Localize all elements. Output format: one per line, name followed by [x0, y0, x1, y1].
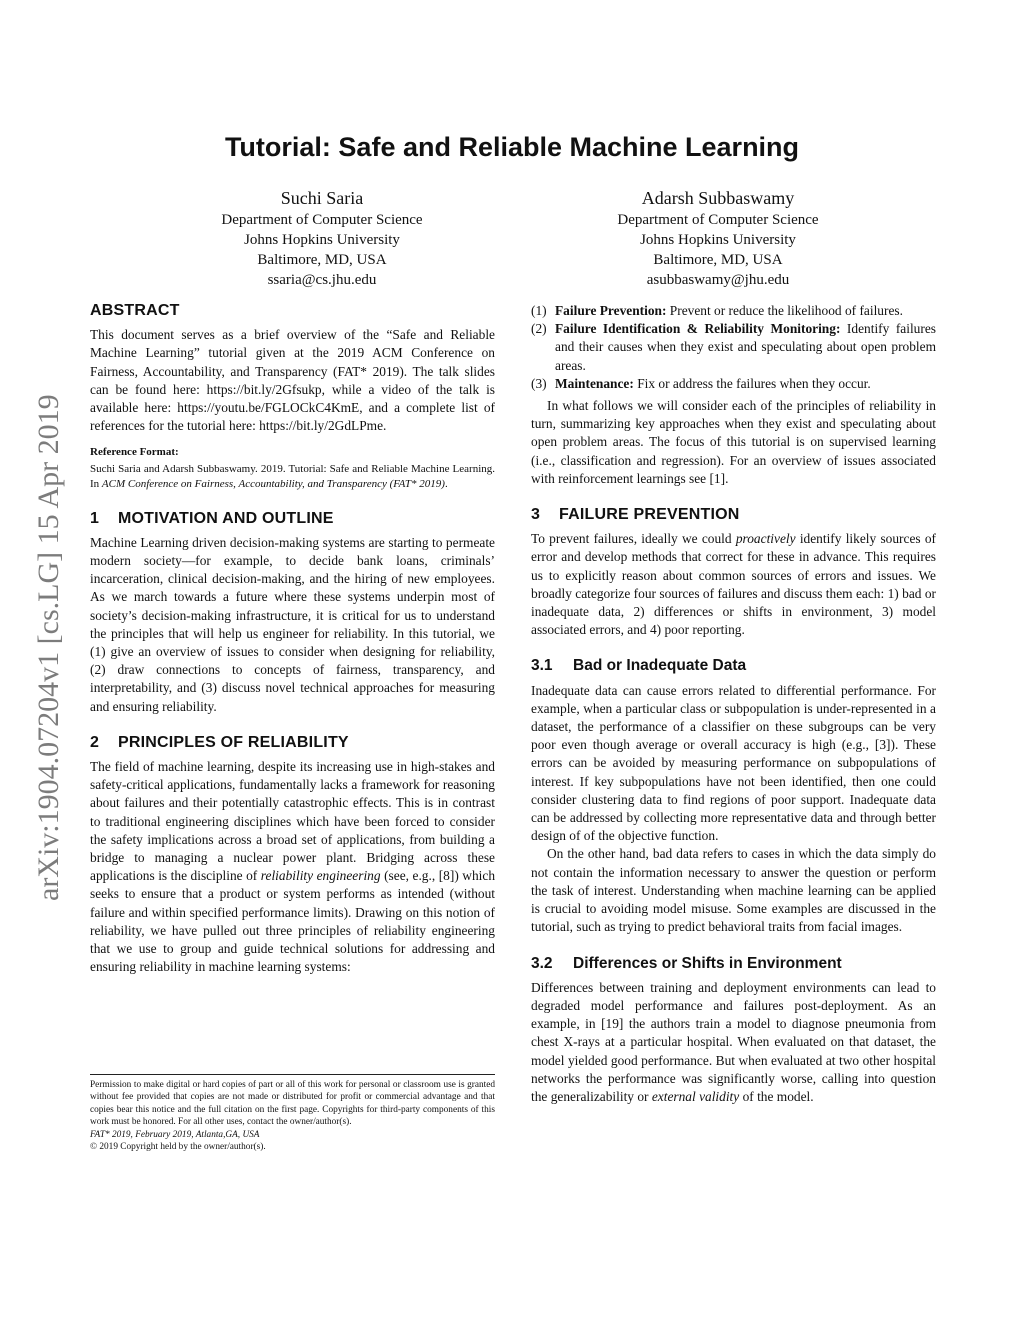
list-text: Fix or address the failures when they occur.: [633, 375, 871, 391]
list-number: (1): [531, 303, 547, 318]
section-number: 1: [90, 509, 100, 527]
author-dept: Department of Computer Science: [221, 212, 423, 228]
principles-text-b: (see, e.g., [8]) which seeks to ensure that a product or system performs as intended (without failure and within specified performance limits). Drawing on this notion of reliability, we have pulled out three principles of reliability engineering that we use to group and guide technical solutions for addressing and ensuring reliability in machine learning systems:: [90, 868, 496, 975]
copyright-line: © 2019 Copyright held by the owner/author(s).: [90, 1142, 266, 1153]
principles-text-a: The field of machine learning, despite its increasing use in high-stakes and safety-critical applications, fundamentally lacks a framework for reasoning about failures and their potentially catastrophic effects. This is in contrast to traditional engineering disciplines which have been forced to consider the safety implications across a broad set of applications, from building a bridge to managing a nuclear power plant. Bridging across these applications is the discipline of: [90, 759, 495, 884]
list-text: Prevent or reduce the likelihood of failures.: [666, 303, 903, 318]
author-university: Johns Hopkins University: [244, 232, 400, 248]
section-title: PRINCIPLES OF RELIABILITY: [118, 733, 349, 751]
author-location: Baltimore, MD, USA: [257, 252, 387, 268]
list-label: Failure Identification & Reliability Monitoring:: [555, 321, 841, 337]
bad-data-text-2: On the other hand, bad data refers to cases in which the data simply do not contain the information necessary to answer the question or perform the task of interest. Understanding when machine learning can be applied is crucial to avoiding model misuse. Some examples are discussed in the tutorial, such as trying to predict behavioral traits from facial images.: [531, 846, 936, 935]
principles-followup: In what follows we will consider each of the principles of reliability in turn, summarizing key approaches when they exist and speculating about open problem areas. The focus of this tutorial is on supervised learning (i.e., classification and regression). For an overview of issues associated with reinforcement learnings see [1].: [531, 398, 936, 486]
list-item: [531, 320, 936, 375]
section-number: 3: [531, 506, 541, 524]
abstract-text: This document serves as a brief overview of the “Safe and Reliable Machine Learning” tutorial given at the 2019 ACM Conference on Fairness, Accountability, and Transparency (FAT* 2019). The talk slides can be found here: https://bit.ly/2Gfsukp, while a video of the talk is available here: https://youtu.be/FGLOCkC4KmE, and a complete list of references for the tutorial here: https://bit.ly/2GdLPme.: [90, 327, 495, 434]
paper-title: Tutorial: Safe and Reliable Machine Learning: [224, 132, 800, 162]
list-label: Maintenance:: [555, 375, 634, 391]
section-heading-principles: [90, 734, 495, 752]
failure-prevention-text: [531, 530, 936, 639]
list-number: (2): [531, 321, 547, 337]
author-email[interactable]: ssaria@cs.jhu.edu: [267, 272, 377, 288]
shifts-text-italic: external validity: [651, 1088, 740, 1104]
subsection-heading-bad-data: [531, 657, 936, 675]
subsection-heading-shifts: [531, 955, 936, 973]
permission-footnote: [90, 1074, 495, 1153]
reference-format-text: [90, 462, 495, 492]
author-location: Baltimore, MD, USA: [653, 252, 783, 268]
author-name: Suchi Saria: [280, 188, 364, 208]
author-name: Adarsh Subbaswamy: [641, 188, 795, 208]
section-heading-motivation: [90, 510, 495, 528]
principles-text-italic: reliability engineering: [260, 868, 381, 884]
section-title: FAILURE PREVENTION: [559, 506, 740, 524]
author-dept: Department of Computer Science: [617, 212, 819, 228]
author-block-2: [558, 186, 878, 290]
reference-format-end: .: [444, 477, 448, 490]
list-item: [531, 375, 936, 393]
principles-text: [90, 758, 495, 976]
subsection-number: 3.2: [531, 954, 553, 972]
arxiv-stamp: arXiv:1904.07204v1 [cs.LG] 15 Apr 2019: [32, 394, 65, 902]
list-label: Failure Prevention:: [555, 303, 667, 318]
shifts-text-a: Differences between training and deployment environments can lead to degraded model performance and failures post-deployment. As an example, in [19] the authors train a model to diagnose pneumonia from chest X-rays at a particular hospital. When evaluated on that dataset, the model yielded good performance. But when evaluated at two other hospital networks the performance was significantly worse, calling into question the generalizability or: [531, 979, 936, 1104]
list-text: Identify failures and their causes when they exist and speculating about open problem areas.: [555, 321, 936, 373]
author-email[interactable]: asubbaswamy@jhu.edu: [646, 272, 790, 288]
reference-format-venue: ACM Conference on Fairness, Accountability, and Transparency (FAT* 2019): [101, 477, 445, 490]
abstract-heading: ABSTRACT: [90, 302, 180, 319]
motivation-text: Machine Learning driven decision-making systems are starting to permeate modern society—for example, to decide bank loans, criminals’ incarceration, clinical decision-making, and the hiring of new employees. As we march towards a future where these systems underpin most of society’s decision-making infrastructure, it is critical for us to understand the principles that will help us engineer for reliability. In this tutorial, we (1) give an overview of issues to consider when designing for reliability, (2) draw connections to concepts of fairness, transparency, and interpretability, and (3) discuss novel technical approaches for measuring and ensuring reliability.: [90, 534, 495, 714]
venue-text: FAT* 2019, February 2019, Atlanta,GA, USA: [90, 1129, 260, 1140]
section-number: 2: [90, 733, 100, 751]
list-number: (3): [531, 375, 547, 391]
author-block-1: [162, 186, 482, 290]
failure-prevention-text-b: identify likely sources of error and develop methods that correct for these in advance. This requires us to explicitly reason about common sources of errors and issues. We broadly categorize four sources of failures and discuss them each: 1) bad or inadequate data, 2) differences or shifts in environment, 3) model associated errors, and 4) poor reporting.: [531, 531, 936, 638]
shifts-text: [531, 979, 936, 1106]
failure-prevention-text-a: To prevent failures, ideally we could: [531, 531, 736, 547]
permission-text: Permission to make digital or hard copies of part or all of this work for personal or classroom use is granted without fee provided that copies are not made or distributed for profit or commercial advantage and that copies bear this notice and the full citation on the first page. Copyrights for third-party components of this work must be honored. For all other uses, contact the owner/author(s).: [90, 1080, 495, 1128]
subsection-title: Differences or Shifts in Environment: [573, 954, 842, 972]
author-university: Johns Hopkins University: [640, 232, 796, 248]
reference-format-plain: Suchi Saria and Adarsh Subbaswamy. 2019. Tutorial: Safe and Reliable Machine Learning. In: [90, 462, 495, 490]
section-title: MOTIVATION AND OUTLINE: [118, 509, 334, 527]
right-column: [531, 302, 936, 1106]
reference-format-heading: Reference Format:: [90, 446, 179, 459]
list-item: [531, 302, 936, 320]
venue-line: [90, 1129, 495, 1141]
shifts-text-b: of the model.: [739, 1088, 814, 1104]
failure-prevention-italic: proactively: [735, 531, 796, 547]
subsection-number: 3.1: [531, 657, 553, 675]
left-column: [90, 302, 495, 977]
subsection-title: Bad or Inadequate Data: [573, 657, 747, 675]
principles-list: [531, 302, 936, 393]
section-heading-failure-prevention: [531, 506, 936, 524]
bad-data-text-1: Inadequate data can cause errors related to differential performance. For example, when a particular class or subpopulation is under-represented in a dataset, the performance of a classifier on these subgroups can be very poor even though average or overall accuracy is high (e.g., [3]). These errors can be avoided by measuring performance on subpopulations of interest. If key subpopulations have not been identified, then one could consider clustering data to find regions of poor support. Inadequate data can be addressed by collecting more representative data and through better design of of the objective function.: [531, 682, 936, 844]
